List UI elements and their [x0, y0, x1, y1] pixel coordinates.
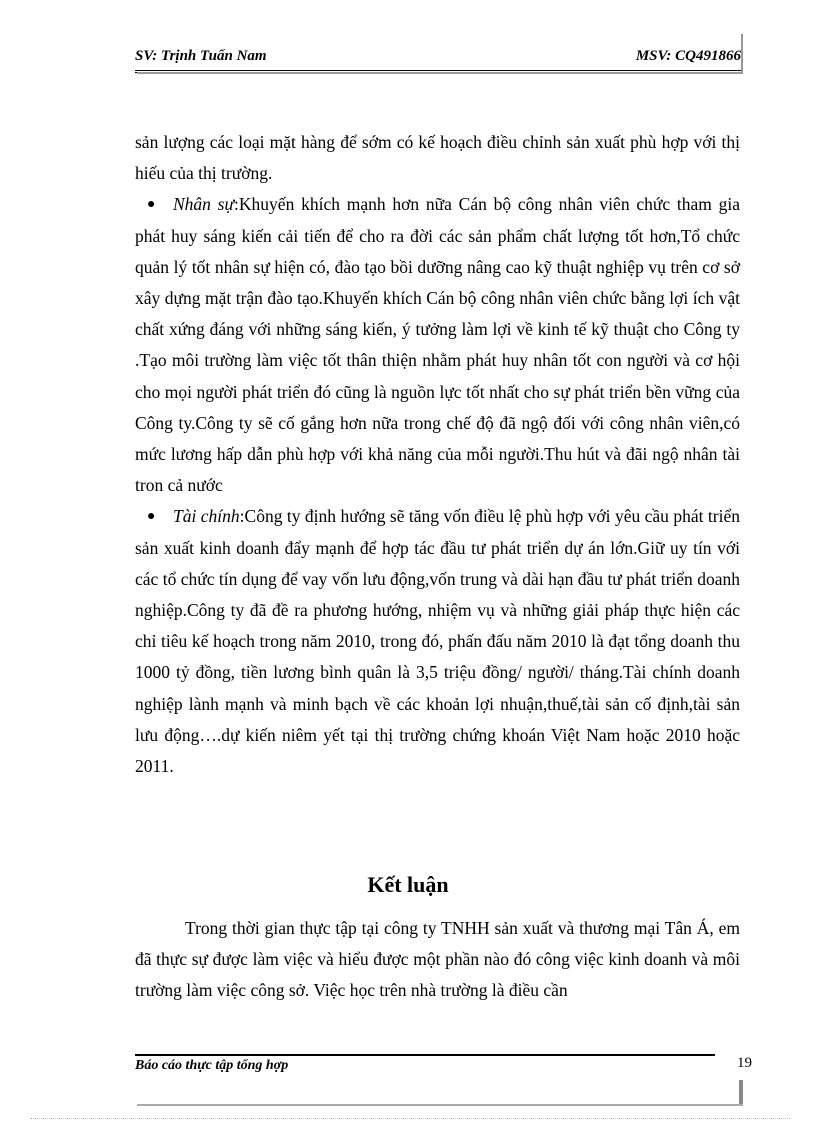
- conclusion-text-block: [135, 913, 740, 1007]
- page-number: 19: [737, 1055, 752, 1071]
- footer-shadow: [739, 1080, 743, 1106]
- conclusion-paragraph: Trong thời gian thực tập tại công ty TNHH sản xuất và thương mại Tân Á, em đã thực sự được làm việc và hiểu được một phần nào đó công việc kinh doanh và môi trường làm việc công sở. Việc học trên nhà trường là điều cần: [135, 918, 740, 1001]
- bullet-icon: ●: [147, 509, 156, 525]
- personnel-paragraph: [135, 189, 740, 501]
- header-shadow: [741, 34, 743, 72]
- header-shadow-bottom: [137, 72, 743, 74]
- footer-shadow-bottom: [137, 1104, 743, 1106]
- footer-rule: [135, 1054, 715, 1056]
- personnel-text: :Khuyến khích mạnh hơn nữa Cán bộ công nhân viên chức tham gia phát huy sáng kiến cải tiến để cho ra đời các sản phẩm chất lượng tốt hơn,Tổ chức quản lý tốt nhân sự hiện có, đào tạo bồi dưỡng nâng cao kỹ thuật nghiệp vụ trên cơ sở xây dựng mặt trận đào tạo.Khuyến khích Cán bộ công nhân viên chức bằng lợi ích vật chất xứng đáng với những sáng kiến, ý tưởng làm lợi về kinh tế kỹ thuật cho Công ty .Tạo môi trường làm việc tốt thân thiện nhằm phát huy nhân tốt con người và cơ hội cho mọi người phát triển đó cũng là nguồn lực tốt nhất cho sự phát triển bền vững của Công ty.Công ty sẽ cố gắng hơn nữa trong chế độ đã ngộ đối với công nhân viên,có mức lương hấp dẫn phù hợp với khả năng của mỗi người.Thu hút và đãi ngộ nhân tài tron cả nước: [135, 194, 740, 496]
- student-id: MSV: CQ491866: [635, 48, 741, 64]
- page-bottom-border: [30, 1118, 790, 1119]
- conclusion-heading: Kết luận: [367, 872, 449, 897]
- intro-paragraph: sản lượng các loại mặt hàng để sớm có kế hoạch điều chỉnh sản xuất phù hợp với thị hiếu của thị trường.: [135, 132, 740, 184]
- personnel-label: Nhân sự: [173, 194, 235, 215]
- main-text: [135, 127, 740, 782]
- finance-text: :Công ty định hướng sẽ tăng vốn điều lệ phù hợp với yêu cầu phát triển sản xuất kinh doanh đẩy mạnh để hợp tác đầu tư phát triển dự án lớn.Giữ uy tín với các tổ chức tín dụng để vay vốn lưu động,vốn trung và dài hạn đầu tư phát triển doanh nghiệp.Công ty đã đề ra phương hướng, nhiệm vụ và những giải pháp thực hiện các chỉ tiêu kế hoạch trong năm 2010, trong đó, phấn đấu năm 2010 là đạt tổng doanh thu 1000 tỷ đồng, tiền lương bình quân là 3,5 triệu đồng/ người/ tháng.Tài chính doanh nghiệp lành mạnh và minh bạch về các khoản lợi nhuận,thuế,tài sản cố định,tài sản lưu động….dự kiến niêm yết tại thị trường chứng khoán Việt Nam hoặc 2010 hoặc 2011.: [135, 506, 740, 777]
- finance-label: Tài chính: [173, 506, 240, 527]
- finance-paragraph: [135, 501, 740, 782]
- student-name: SV: Trịnh Tuấn Nam: [135, 48, 267, 64]
- bullet-icon: ●: [147, 197, 156, 213]
- footer-title: Báo cáo thực tập tổng hợp: [135, 1058, 289, 1073]
- page-header: [135, 48, 741, 68]
